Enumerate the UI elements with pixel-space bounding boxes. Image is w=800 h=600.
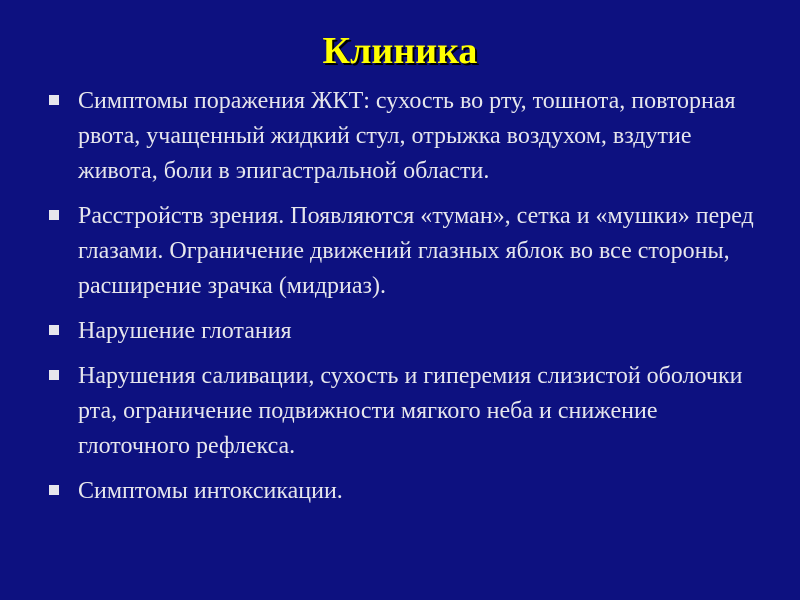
bullet-item-5 [48,474,768,509]
bullet-item-4 [48,359,768,464]
square-bullet-icon [49,485,59,495]
square-bullet-icon [49,370,59,380]
bullet-item-3 [48,314,768,349]
bullet-text: Симптомы интоксикации. [78,478,343,504]
bullet-list [48,84,768,519]
bullet-text: Расстройств зрения. Появляются «туман», сетка и «мушки» перед глазами. Ограничение движений глазных яблок во все стороны, расширение зрачка (мидриаз). [78,203,754,299]
square-bullet-icon [49,210,59,220]
bullet-item-1 [48,84,768,189]
square-bullet-icon [49,95,59,105]
bullet-text: Нарушение глотания [78,318,292,344]
bullet-item-2 [48,199,768,304]
square-bullet-icon [49,325,59,335]
bullet-text: Симптомы поражения ЖКТ: сухость во рту, тошнота, повторная рвота, учащенный жидкий стул, отрыжка воздухом, вздутие живота, боли в эпигастральной области. [78,88,736,184]
slide-title: Клиника [322,30,478,72]
bullet-text: Нарушения саливации, сухость и гиперемия слизистой оболочки рта, ограничение подвижности мягкого неба и снижение глоточного рефлекса. [78,363,743,459]
